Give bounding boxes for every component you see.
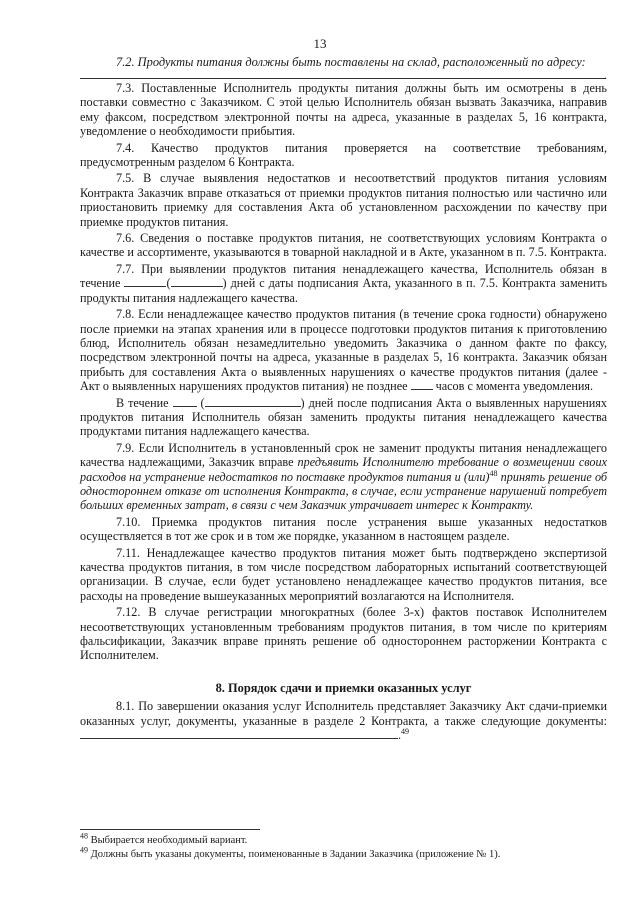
clause-7-8-start: 7.8. Если ненадлежащее качество продуктов питания (в течение срока годности) обнаружено после приемки на этапах хранения или в процессе подготовки продуктов питания к приготовлению блюд, Исполнитель обязан незамедлительно уведомить Заказчика о данном факте по факсу, посредством электронной почты на адреса, указанные в разделах 5, 16 контракта. Заказчик обязан прибыть для составления Акта о выявленных нарушениях о качестве продуктов питания (далее - Акт о выявленных нарушениях продуктов питания) не позднее	[80, 307, 607, 394]
clause-7-9-option-b: принять решение об одностороннем отказе от исполнения Контракта, в случае, если устранение нарушений потребует больших временных затрат, в связи с чем Заказчик утрачивает интерес к Контракту.	[80, 469, 608, 513]
days-blank	[124, 276, 166, 287]
clause-7-7-end: дней с даты подписания Акта, указанного в п. 7.5. Контракта заменить продукты питания надлежащего качества.	[80, 276, 608, 305]
footnote-48-num: 48	[80, 831, 88, 841]
clause-7-3: 7.3. Поставленные Исполнитель продукты питания должны быть им осмотрены в день поставки совместно с Заказчиком. С этой целью Исполнитель обязан вызвать Заказчика, направив ему факсом, посредством электронной почты на адреса, указанные в разделах 5, 16 контракта, уведомление о необходимости прибытия.	[80, 81, 607, 139]
footnote-48	[80, 831, 610, 847]
clause-7-5: 7.5. В случае выявления недостатков и несоответствий продуктов питания условиям Контракта Заказчик вправе отказаться от приемки продуктов питания полностью или частично или приостановить приемку для составления Акта об установленном расхождении по качеству при приемке продуктов питания.	[80, 171, 607, 229]
section-8-title: 8. Порядок сдачи и приемки оказанных услуг	[215, 680, 472, 695]
page-number: 13	[313, 36, 327, 51]
documents-blank	[80, 728, 398, 739]
clause-7-7: 7.7. При выявлении продуктов питания ненадлежащего качества, Исполнитель обязан в течение ( ) дней с даты подписания Акта, указанного в п. 7.5. Контракта заменить продукты питания надлежащего качества.	[80, 261, 608, 305]
replacement-days-blank	[173, 396, 197, 407]
clause-7-9-option-a: предъявить Исполнителю требование о возмещении своих расходов на устранение недостатков по поставке продуктов питания и (или)	[80, 455, 607, 484]
clause-7-6: 7.6. Сведения о поставке продуктов питания, не соответствующих условиям Контракта о качестве и ассортименте, указываются в товарной накладной и в Акте, указанном в п. 7.5. Контракта.	[80, 231, 607, 260]
clause-7-4: 7.4. Качество продуктов питания проверяется на соответствие требованиям, предусмотренным разделом 6 Контракта.	[80, 140, 607, 170]
clause-7-8-replacement: В течение ( ) дней после подписания Акта о выявленных нарушениях продуктов питания Исполнитель обязан заменить продукты питания ненадлежащего качества продуктами питания надлежащего качества.	[80, 395, 607, 439]
clause-7-2: 7.2. Продукты питания должны быть поставлены на склад, расположенный по адресу:	[116, 55, 586, 69]
footnote-49-text: Должны быть указаны документы, поименованные в Задании Заказчика (приложение № 1).	[90, 849, 501, 860]
replacement-days-words-blank	[205, 396, 301, 407]
footnote-ref-49: 49	[401, 727, 410, 736]
replacement-start: В течение	[116, 395, 169, 410]
clause-7-9-start: 7.9. Если Исполнитель в установленный срок не заменит продукты питания ненадлежащего качества надлежащими, Заказчик вправе	[80, 440, 607, 470]
clause-7-7-start: 7.7. При выявлении продуктов питания ненадлежащего качества, Исполнитель обязан в течение	[80, 261, 607, 291]
clause-8-1-end: .	[398, 728, 402, 743]
document-body	[80, 81, 607, 742]
replacement-end: дней после подписания Акта о выявленных нарушениях продуктов питания Исполнитель обязан заменить продукты питания ненадлежащего качества продуктами питания надлежащего качества.	[80, 395, 607, 439]
footnote-separator	[80, 829, 260, 830]
address-blank-line	[80, 78, 606, 79]
clause-7-8-end: часов с момента уведомления.	[435, 379, 594, 394]
clause-7-11: 7.11. Ненадлежащее качество продуктов питания может быть подтверждено экспертизой качества продуктов питания, в том числе посредством лабораторных испытаний соответствующей организации. В случае, если будет установлено ненадлежащее качество продуктов питания, все расходы на проведение вышеуказанных мероприятий возлагаются на Исполнителя.	[80, 545, 607, 603]
footnote-49	[80, 845, 610, 861]
footnote-48-text: Выбирается необходимый вариант.	[90, 835, 248, 846]
clause-8-1-text: 8.1. По завершении оказания услуг Исполнитель представляет Заказчику Акт сдачи-приемки оказанных услуг, документы, указанные в разделе 2 Контракта, а также следующие документы:	[80, 699, 607, 728]
address-end-dot: .	[604, 68, 607, 82]
hours-blank	[411, 379, 433, 390]
clause-7-8	[80, 307, 607, 393]
footnote-ref-48: 48	[489, 468, 498, 478]
clause-7-12: 7.12. В случае регистрации многократных (более 3-х) фактов поставок Исполнителем несоответствующих установленным требованиям продуктов питания, в том числе по критериям фальсификации, Заказчик вправе принять решение об одностороннем расторжении Контракта с Исполнителем.	[80, 605, 607, 663]
footnote-49-num: 49	[80, 845, 88, 855]
clause-7-9	[80, 441, 607, 513]
days-words-blank	[171, 276, 223, 287]
clause-8-1	[80, 699, 607, 742]
clause-7-10: 7.10. Приемка продуктов питания после устранения выше указанных недостатков осуществляется в тот же срок и в том же порядке, указанном в настоящем разделе.	[80, 514, 607, 544]
